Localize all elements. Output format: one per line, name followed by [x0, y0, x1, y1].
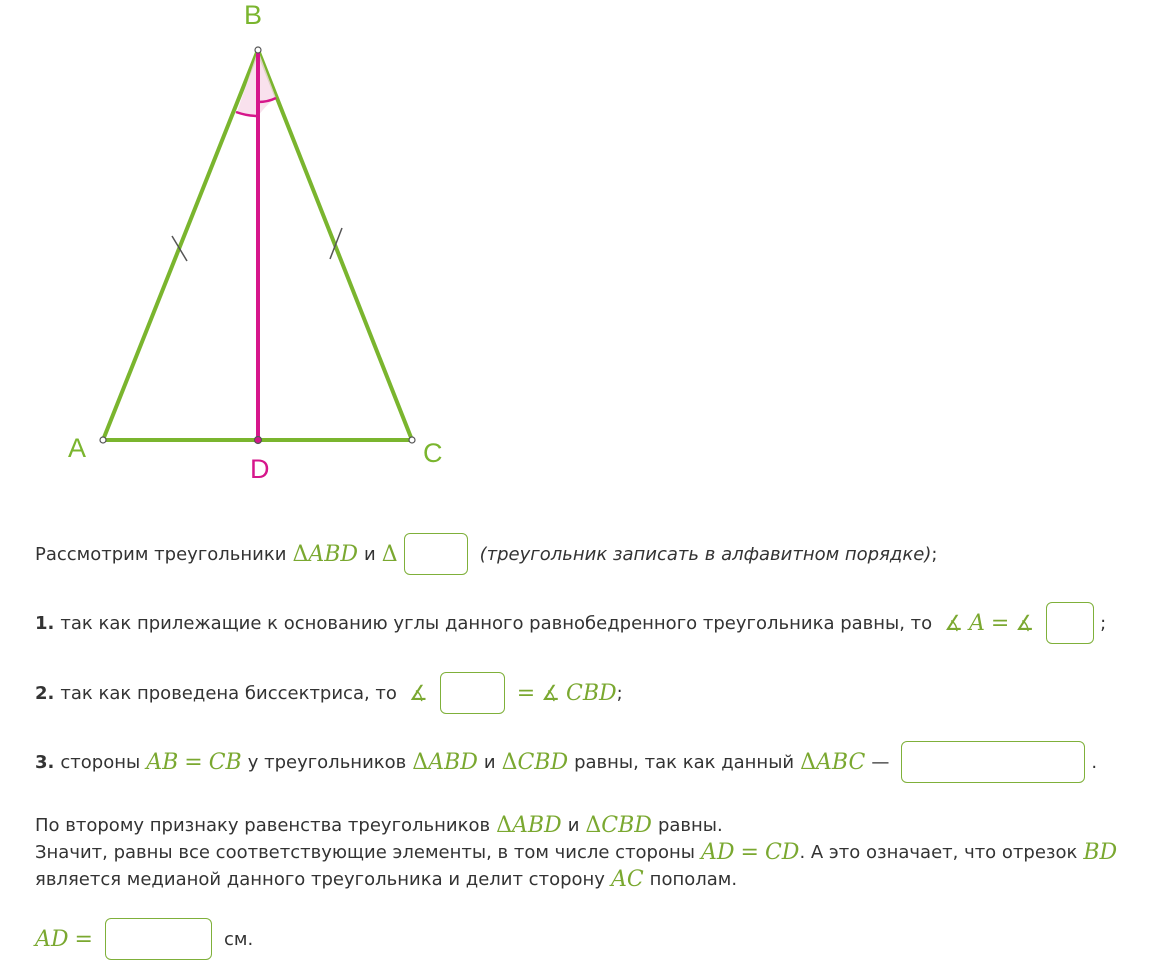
step-2-text: так как проведена биссектриса, то: [60, 682, 397, 704]
conclusion-text-1: По второму признаку равенства треугольников: [35, 814, 491, 836]
angle-icon: ∡: [1015, 611, 1035, 635]
alphabetical-note: (треугольник записать в алфавитном порядке): [479, 543, 932, 565]
delta-symbol: Δ: [800, 749, 817, 775]
equals-sign: =: [184, 749, 203, 775]
side-ac-label: AC: [610, 866, 644, 892]
conclusion-mid-2: . А это означает, что отрезок: [799, 841, 1078, 863]
angle-icon: ∡: [541, 681, 561, 705]
answer-ad-label: AD: [35, 926, 69, 952]
delta-symbol: Δ: [412, 749, 429, 775]
side-ab: [103, 50, 258, 440]
triangle-figure: [0, 0, 480, 500]
side-cd-label: CD: [764, 839, 800, 865]
label-b: B: [244, 0, 263, 30]
step-3-text-1: стороны: [60, 751, 141, 773]
and-word: и: [567, 814, 580, 836]
delta-symbol: Δ: [292, 541, 309, 567]
step-3-text-2: у треугольников: [247, 751, 407, 773]
triangle-cbd: CBD: [601, 812, 652, 838]
bisected-angle-input[interactable]: [440, 672, 505, 714]
step-2-end: ;: [616, 682, 623, 704]
ad-length-input[interactable]: [105, 918, 212, 960]
triangle-abd: ABD: [308, 541, 359, 567]
label-c: C: [423, 438, 443, 468]
angle-a: A: [969, 610, 985, 636]
step-2-number: 2.: [35, 682, 55, 704]
triangle-cbd: CBD: [517, 749, 569, 775]
conclusion-line-1: [35, 810, 723, 840]
intro-line: [35, 533, 1163, 575]
em-dash: —: [871, 751, 890, 773]
conclusion-end-3: пополам.: [649, 868, 738, 890]
unit-label: см.: [223, 928, 254, 950]
side-ab-label: AB: [146, 749, 179, 775]
triangle-abd: ABD: [512, 812, 562, 838]
delta-symbol: Δ: [496, 812, 512, 838]
conclusion-line-3: [35, 864, 737, 894]
equals-sign: =: [74, 926, 93, 952]
segment-bd-label: BD: [1083, 839, 1118, 865]
intro-text: Рассмотрим треугольники: [35, 543, 287, 565]
side-ad-label: AD: [700, 839, 735, 865]
conclusion-line-2: [35, 837, 1117, 867]
step-1-line: [35, 602, 1163, 644]
delta-symbol: Δ: [501, 749, 518, 775]
conclusion-text-3: является медианой данного треугольника и делит сторону: [35, 868, 605, 890]
and-word: и: [364, 543, 376, 565]
angle-icon: ∡: [944, 611, 964, 635]
side-cb-label: CB: [208, 749, 242, 775]
conclusion-end-1: равны.: [657, 814, 723, 836]
conclusion-text-2: Значит, равны все соответствующие элементы, в том числе стороны: [35, 841, 695, 863]
equal-angle-input[interactable]: [1046, 602, 1094, 644]
answer-line: [35, 918, 1163, 960]
angle-cbd: CBD: [566, 680, 617, 706]
step-1-text: так как прилежащие к основанию углы данного равнобедренного треугольника равны, то: [60, 612, 933, 634]
equals-sign: =: [740, 839, 759, 865]
step-1-end: ;: [1100, 612, 1107, 634]
triangle-name-input[interactable]: [404, 533, 468, 575]
vertex-d: [255, 437, 262, 444]
delta-symbol: Δ: [585, 812, 602, 838]
triangle-abc: ABC: [816, 749, 866, 775]
step-3-text-3: равны, так как данный: [574, 751, 795, 773]
vertex-b: [255, 47, 261, 53]
step-3-number: 3.: [35, 751, 55, 773]
step-3-line: [35, 741, 1163, 783]
angle-icon: ∡: [408, 681, 428, 705]
equals-sign: =: [990, 610, 1010, 636]
step-1-number: 1.: [35, 612, 55, 634]
vertex-c: [409, 437, 415, 443]
delta-symbol: Δ: [381, 541, 398, 567]
and-word: и: [483, 751, 496, 773]
step-2-line: [35, 672, 1163, 714]
label-d: D: [250, 454, 270, 484]
step-3-end: .: [1091, 751, 1098, 773]
triangle-abd: ABD: [428, 749, 478, 775]
intro-end: ;: [931, 543, 938, 565]
label-a: A: [68, 433, 87, 463]
equals-sign: =: [516, 680, 536, 706]
vertex-a: [100, 437, 106, 443]
triangle-type-input[interactable]: [901, 741, 1085, 783]
